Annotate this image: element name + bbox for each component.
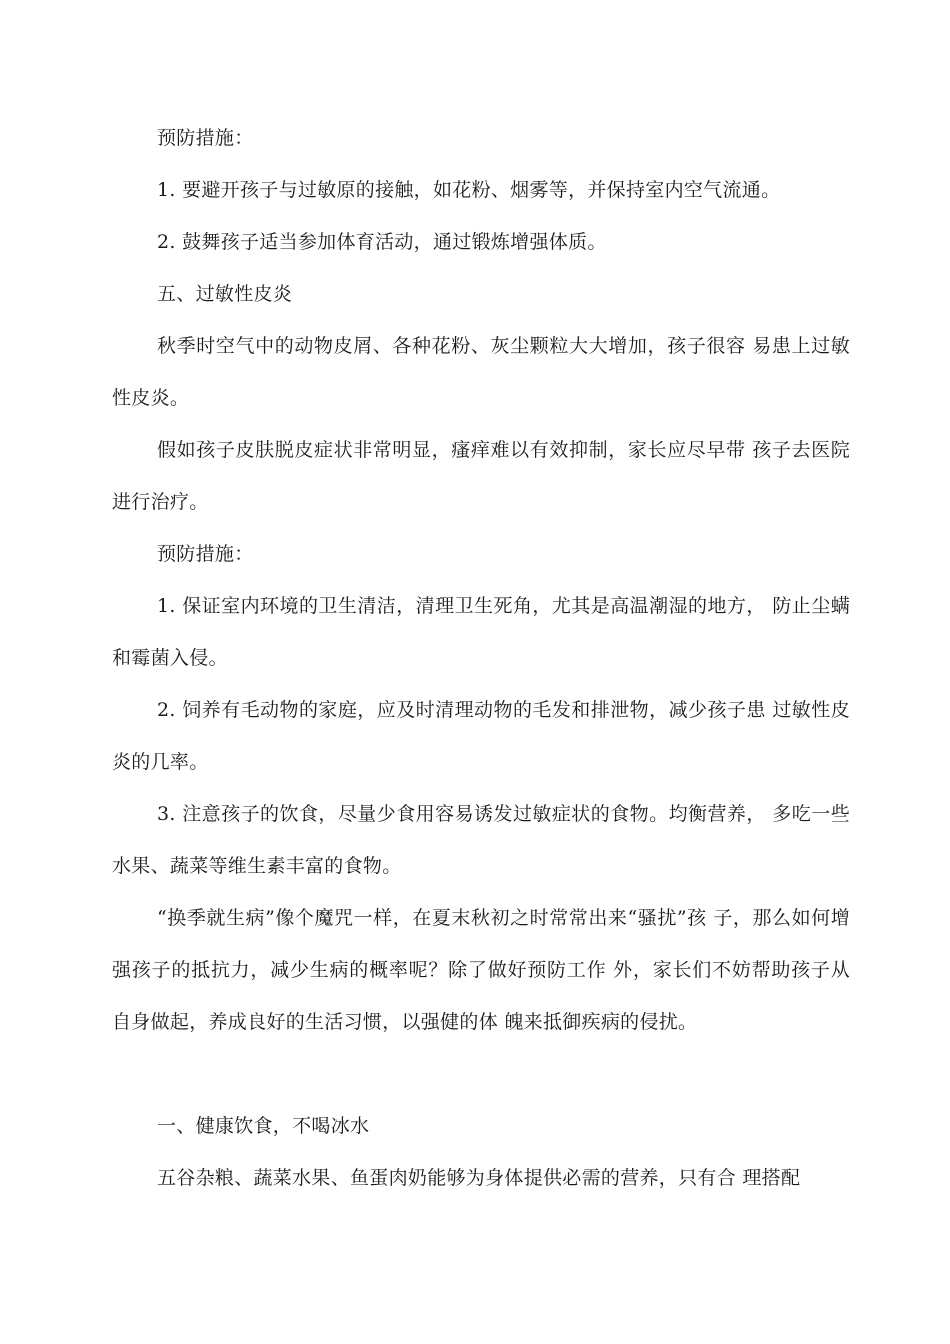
- paragraph-healthy-diet: 五谷杂粮、蔬菜水果、鱼蛋肉奶能够为身体提供必需的营养，只有合 理搭配: [157, 1167, 801, 1189]
- paragraph-prevention-item-1: 1. 要避开孩子与过敏原的接触，如花粉、烟雾等，并保持室内空气流通。: [157, 179, 781, 201]
- paragraph-dermatitis-treatment: 假如孩子皮肤脱皮症状非常明显，瘙痒难以有效抑制，家长应尽早带 孩子去医院进行治疗。: [112, 439, 850, 513]
- paragraph-prevention-heading-2: 预防措施：: [157, 543, 254, 565]
- section-heading-allergic-dermatitis: 五、过敏性皮炎: [157, 283, 293, 305]
- section-heading-healthy-diet: 一、健康饮食，不喝冰水: [157, 1115, 370, 1137]
- paragraph-dermatitis-item-2: 2. 饲养有毛动物的家庭，应及时清理动物的毛发和排泄物，减少孩子患 过敏性皮炎的几率。: [112, 699, 850, 773]
- paragraph-prevention-heading-1: 预防措施：: [157, 127, 254, 149]
- paragraph-prevention-item-2: 2. 鼓舞孩子适当参加体育活动，通过锻炼增强体质。: [157, 231, 607, 253]
- paragraph-dermatitis-item-1: 1. 保证室内环境的卫生清洁，清理卫生死角，尤其是高温潮湿的地方， 防止尘螨和霉菌入侵。: [112, 595, 850, 669]
- paragraph-dermatitis-item-3: 3. 注意孩子的饮食，尽量少食用容易诱发过敏症状的食物。均衡营养， 多吃一些水果、蔬菜等维生素丰富的食物。: [112, 803, 850, 877]
- paragraph-dermatitis-intro: 秋季时空气中的动物皮屑、各种花粉、灰尘颗粒大大增加，孩子很容 易患上过敏性皮炎。: [112, 335, 850, 409]
- paragraph-season-change: “换季就生病”像个魔咒一样，在夏末秋初之时常常出来“骚扰”孩 子，那么如何增强孩子的抵抗力，减少生病的概率呢？除了做好预防工作 外，家长们不妨帮助孩子从自身做起，养成良好的生活习惯，以强健的体 魄来抵御疾病的侵扰。: [112, 907, 850, 1033]
